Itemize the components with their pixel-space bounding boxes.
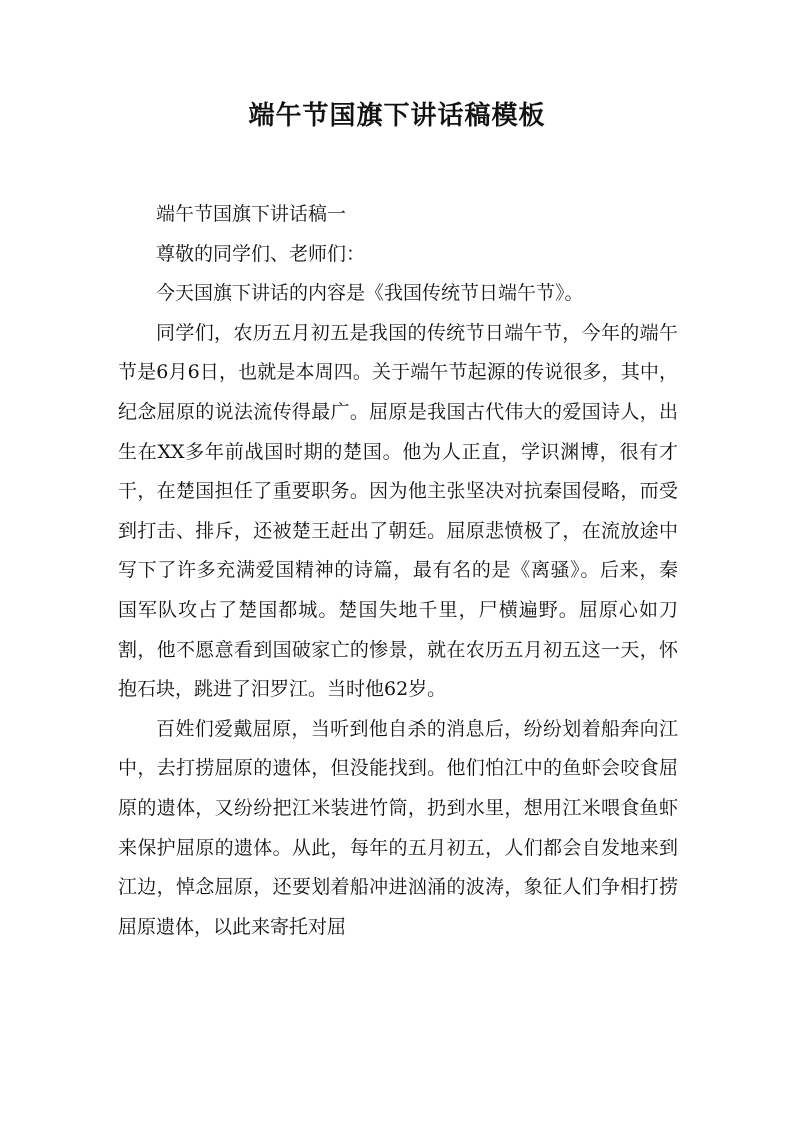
body-paragraph: 同学们，农历五月初五是我国的传统节日端午节，今年的端午节是6月6日，也就是本周四。关于端午节起源的传说很多，其中，纪念屈原的说法流传得最广。屈原是我国古代伟大的爱国诗人，出生在XX多年前战国时期的楚国。他为人正直，学识渊博，很有才干，在楚国担任了重要职务。因为他主张坚决对抗秦国侵略，而受到打击、排斥，还被楚王赶出了朝廷。屈原悲愤极了，在流放途中写下了许多充满爱国精神的诗篇，最有名的是《离骚》。后来，秦国军队攻占了楚国都城。楚国失地千里，尸横遍野。屈原心如刀割，他不愿意看到国破家亡的惨景，就在农历五月初五这一天，怀抱石块，跳进了汨罗江。当时他62岁。 (118, 321, 678, 701)
salutation: 尊敬的同学们、老师们： (156, 242, 366, 265)
document-title: 端午节国旗下讲话稿模板 (248, 101, 546, 131)
body-paragraph: 百姓们爱戴屈原，当听到他自杀的消息后，纷纷划着船奔向江中，去打捞屈原的遗体，但没能找到。他们怕江中的鱼虾会咬食屈原的遗体，又纷纷把江米装进竹筒，扔到水里，想用江米喂食鱼虾来保护屈原的遗体。从此，每年的五月初五，人们都会自发地来到江边，悼念屈原，还要划着船冲进汹涌的波涛，象征人们争相打捞屈原遗体，以此来寄托对屈 (118, 717, 678, 938)
document-body (118, 195, 678, 947)
section-heading: 端午节国旗下讲话稿一 (156, 203, 347, 225)
body-paragraph: 今天国旗下讲话的内容是《我国传统节日端午节》。 (156, 282, 584, 305)
